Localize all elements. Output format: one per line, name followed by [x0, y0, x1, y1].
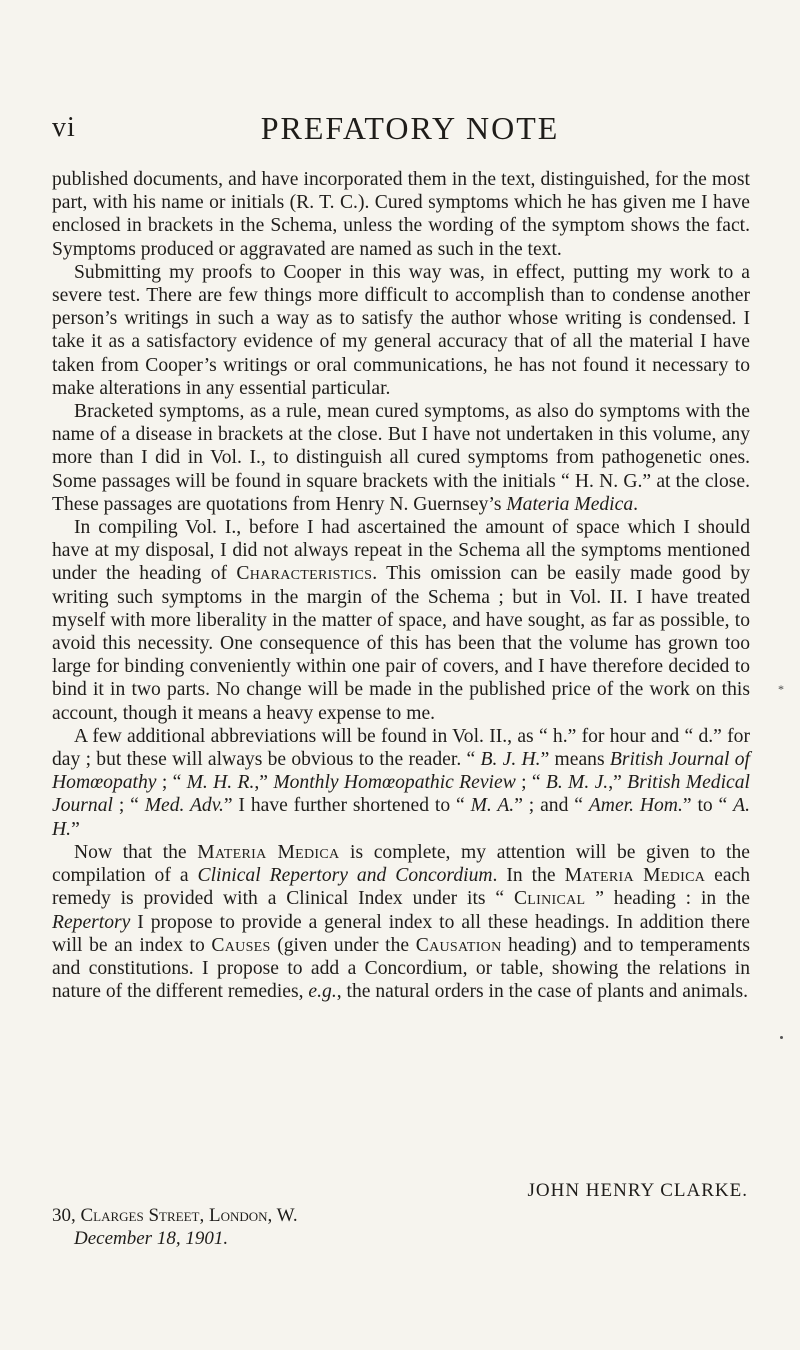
text-span: . In the — [492, 865, 565, 887]
italic-span: Amer. Hom. — [588, 795, 683, 817]
italic-span: M. H. R. — [186, 772, 255, 794]
text-span: ” — [71, 818, 80, 840]
text-span: Submitting my proofs to Cooper in this way was, in effect, putting my work to a severe test. There are few things more difficult to accomplish than to condense another person’s writings in such a way as to satisfy the author whose writing is condensed. I take it as a satisfactory evidence of my general accuracy that of all the material I have taken from Cooper’s writings or oral communications, he has not found it necessary to make alterations in any essential particular. — [52, 261, 750, 399]
text-span: ; “ — [156, 772, 187, 794]
small-caps-span: Characteristics — [236, 563, 373, 585]
page-header — [0, 110, 800, 150]
italic-span: Materia Medica — [506, 493, 634, 515]
text-span: ,” — [608, 772, 628, 794]
text-span: each remedy is provided with a Clinical Index under its “ — [52, 865, 751, 910]
address-block — [52, 1204, 298, 1250]
italic-span: British Journal of Homœopathy — [52, 749, 750, 794]
italic-span: M. A. — [470, 795, 515, 817]
italic-span: B. J. H. — [480, 749, 541, 771]
author-signature: JOHN HENRY CLARKE. — [527, 1180, 748, 1201]
text-span: A few additional abbreviations will be found in Vol. II., as “ h.” for hour and “ d.” for day ; but these will always be obvious to the reader. “ — [52, 725, 750, 771]
text-span: ; “ — [515, 772, 546, 794]
paragraph — [52, 400, 750, 516]
text-span: ” to “ — [682, 795, 734, 817]
paragraph — [52, 725, 750, 841]
small-caps-span: Causes — [211, 934, 271, 956]
text-span: Now that the — [74, 841, 198, 863]
italic-span: Med. Adv. — [144, 795, 224, 817]
small-caps-span: Causation — [415, 934, 502, 956]
paragraph — [52, 516, 750, 725]
text-span: ” I have further shortened to “ — [223, 795, 471, 817]
italic-span: Clinical Repertory and Concordium — [197, 865, 493, 887]
text-span: ,” — [254, 772, 274, 794]
paragraph — [52, 841, 750, 1003]
text-span: I propose to provide a general index to all these headings. In addition there will be an index to — [52, 911, 750, 956]
text-span: ; “ — [112, 795, 145, 817]
text-span: Bracketed symptoms, as a rule, mean cured symptoms, as also do symptoms with the name of a disease in brackets at the close. But I have not undertaken in this volume, any more than I did in Vol. I., to distinguish all cured symptoms from pathogenetic ones. Some passages will be found in square brackets with the initials “ H. N. G.” at the close. These passages are quotations from Henry N. Guernsey’s — [52, 401, 750, 515]
body-text — [52, 168, 750, 1003]
text-span: . This omission can be easily made good by writing such symptoms in the margin of the Schema ; but in Vol. II. I have treated myself with more liberality in the matter of space, and have sought, as far as possible, to avoid this necessity. One consequence of this has been that the volume has grown too large for binding conveniently within one pair of covers, and I have therefore decided to bind it in two parts. No change will be made in the published price of the work on this account, though it means a heavy expense to me. — [52, 563, 750, 724]
date-text: December 18, 1901. — [74, 1228, 229, 1249]
margin-dot — [780, 1036, 783, 1039]
text-span: , the natural orders in the case of plants and animals. — [336, 981, 749, 1003]
text-span: (given under the — [270, 934, 416, 956]
text-span: heading) and to temperaments and constitutions. I propose to add a Concordium, or table, showing the relations in nature of the different remedies, — [52, 934, 751, 1003]
italic-span: British Medical Journal — [52, 772, 750, 817]
text-span: ” heading : in the — [585, 888, 750, 910]
margin-asterisk: * — [778, 682, 784, 696]
italic-span: A. H. — [52, 795, 750, 840]
running-head: PREFATORY NOTE — [260, 110, 560, 146]
text-span: . — [633, 493, 639, 515]
address-street: 30, Clarges Street, London, W. — [52, 1205, 298, 1226]
italic-span: Monthly Homœopathic Review — [273, 772, 516, 794]
paragraph — [52, 261, 750, 400]
small-caps-span: Materia Medica — [197, 841, 340, 863]
page-number: vi — [52, 112, 76, 143]
italic-span: e.g. — [308, 981, 337, 1003]
text-span: ” ; and “ — [514, 795, 589, 817]
address-date — [52, 1227, 298, 1250]
text-span: published documents, and have incorporated them in the text, distinguished, for the most part, with his name or initials (R. T. C.). Cured symptoms which he has given me I have enclosed in brackets in the Schema, unless the wording of the symptom shows the fact. Symptoms produced or aggravated are named as such in the text. — [52, 169, 750, 260]
italic-span: Repertory — [52, 911, 131, 933]
text-span: is complete, my attention will be given to the compilation of a — [52, 841, 750, 887]
small-caps-span: Materia Medica — [564, 865, 706, 887]
text-span: In compiling Vol. I., before I had ascertained the amount of space which I should have at my disposal, I did not always repeat in the Schema all the symptoms mentioned under the heading of — [52, 517, 750, 585]
paragraph — [52, 168, 750, 261]
text-span: ” means — [540, 749, 610, 771]
small-caps-span: Clinical — [513, 888, 586, 910]
italic-span: B. M. J. — [545, 772, 609, 794]
